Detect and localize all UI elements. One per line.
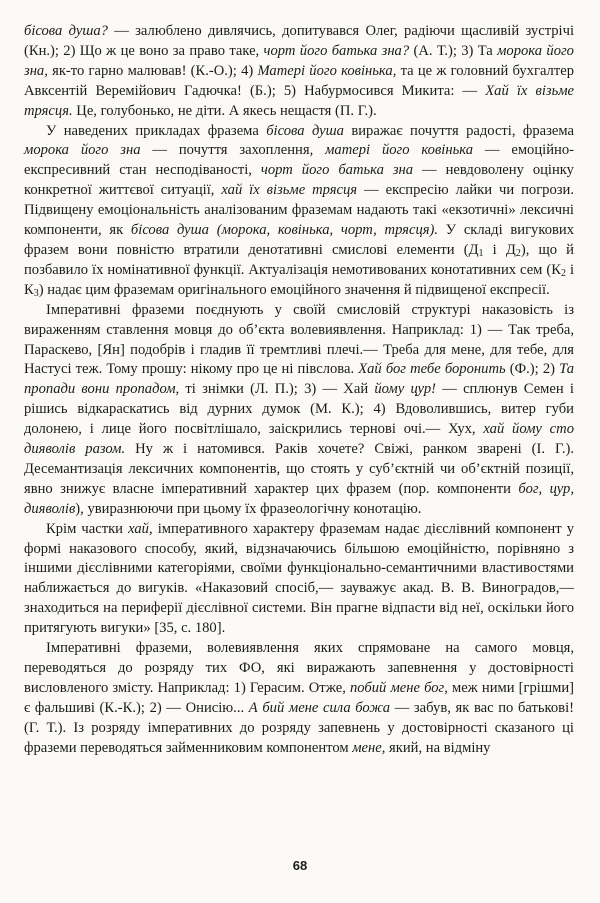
text-run: Імперативні фраземи поєднують у своїй смисловій структурі наказовість із вираженням ставлення мовця до об’єкта волевиявлення. Наприклад: 1) — Так треба, Параскево, [Ян] подобрів і гладив її тремтливі плечі.— Треба для мене, для тебе, для Настусі теж. Тому прошу: нікому про це ні півслова. — [24, 301, 574, 378]
text-run: і К — [24, 261, 575, 298]
italic-example: хай йому сто дияволів разом. — [24, 421, 574, 458]
italic-example: бісова душа — [266, 122, 344, 139]
text-run: Це, голубонько, не діти. А якесь нещастя (П. Г.). — [72, 102, 377, 119]
subscript-index: 1 — [478, 247, 484, 259]
text-run: ) надає цим фраземам оригінального емоційного значення й підвищеної експресії. — [38, 281, 550, 298]
text-run: — сплюнув Семен і рішись відкараскатись від дурних думок (М. К.); 4) Вдоволившись, витер губи долонею, і лице його посвітлішало, заіскрились тернові очі.— Хух, — [24, 381, 574, 438]
italic-example: Матері його ковінька, — [257, 62, 397, 79]
italic-example: чорт його батька зна — [260, 162, 414, 179]
italic-example: Хай їх візьме трясця. — [24, 82, 574, 119]
paragraph-4 — [24, 520, 574, 639]
italic-example: чорт його батька зна? — [263, 42, 410, 59]
text-run: який, на відміну — [385, 739, 491, 756]
text-run: (Ф.); 2) — [505, 361, 560, 378]
italic-example: морока його зна, — [24, 42, 574, 79]
text-run: меж ними [грішми] є фальшиві (К.-К.); 2) — Онисію... — [24, 679, 574, 716]
italic-example: побий мене бог, — [350, 679, 448, 696]
body-text — [24, 22, 574, 759]
text-run: У наведених прикладах фразема — [46, 122, 267, 139]
text-run: Ну ж і натомився. Раків хочете? Свіжі, ранком зварені (І. Г.). Десемантизація лексичних компонентів, що стоять у суб’єктній чи об’єктній позиції, явно знижує власне імперативний характер цих фразем (пор. компоненти — [24, 441, 574, 497]
subscript-index: 2 — [515, 247, 521, 259]
text-run: Імперативні фраземи, волевиявлення яких спрямоване на самого мовця, переводяться до розряду тих ФО, які виражають запевнення у достовірності висловленого змісту. Наприклад: 1) Герасим. Отже, — [24, 640, 574, 696]
italic-example: бісова душа? — [24, 23, 108, 39]
text-run: У складі вигукових фразем вони повністю втратили денотативні смислові елементи (Д — [24, 222, 574, 258]
subscript-index: 3 — [33, 287, 39, 299]
text-run: ), що й позбавило їх номінативної функції. Актуалізація немотивованих конотативних сем (К — [24, 241, 574, 278]
text-run: імперативного характеру фраземам надає дієслівний компонент у формі наказового способу, який, відзначаючись більшою емоційністю, порівняно з іншими дієслівними категоріями, своїми функціонально-семантичними властивостями наближається до вигуків. «Наказовий спосіб,— зауважує акад. В. В. Виноградов,— знаходиться на периферії дієслівної системи. Він прагне відпасти від неї, оскільки його притягують вигуки» [35, с. 180]. — [24, 520, 574, 637]
italic-example: Хай бог тебе боронить — [358, 361, 506, 378]
paragraph-1 — [24, 22, 574, 122]
text-run: та це ж головний бухгалтер Авксентій Веремійович Гадючка! (Б.); 5) Набурмосився Микита: — — [24, 62, 574, 99]
italic-example: матері його ковінька — [325, 142, 473, 159]
text-run: — забув, як вас по батькові! (Г. Т.). Із розряду імперативних до розряду запевнень у достовірності сказаного ці фраземи переводяться займенниковим компонентом — [24, 699, 574, 756]
italic-example: хай їх візьме трясця — [221, 182, 358, 199]
text-run: — емоційно-експресивний стан несподіваності, — [24, 142, 574, 179]
text-run: — невдоволену оцінку конкретної життєвої ситуації, — [24, 162, 574, 199]
page-number: 68 — [292, 858, 308, 873]
text-run: Крім частки — [46, 520, 129, 537]
italic-example: бісова душа (морока, ковінька, чорт, трясця). — [130, 222, 439, 239]
italic-example: хай, — [128, 520, 153, 537]
subscript-index: 2 — [560, 267, 566, 279]
text-run: — експресію лайки чи погрози. Підвищену емоціональність аналізованим фраземам надають такі «екзотичні» лексичні компоненти, як — [24, 182, 575, 239]
italic-example: бог, цур, дияволів — [24, 480, 574, 517]
paragraph-2 — [24, 122, 574, 301]
text-run: ), увиразнюючи при цьому їх фразеологічну конотацію. — [75, 500, 422, 517]
text-run: як-то гарно малював! (К.-О.); 4) — [47, 62, 258, 79]
text-run: — почуття захоплення, — [140, 142, 326, 159]
text-run: ті знімки (Л. П.); 3) — Хай — [179, 381, 375, 398]
italic-example: йому цур! — [374, 381, 436, 398]
text-run: (А. Т.); 3) Та — [409, 42, 498, 59]
italic-example: мене, — [352, 739, 386, 756]
paragraph-5 — [24, 639, 574, 758]
text-run: і Д — [483, 241, 516, 258]
italic-example: морока його зна — [24, 142, 141, 159]
text-run: виражає почуття радості, фразема — [343, 122, 574, 139]
paragraph-3 — [24, 301, 574, 520]
italic-example: Та пропади вони пропадом, — [24, 361, 574, 398]
text-run: — залюблено дивлячись, допитувався Олег, радіючи щасливій зустрічі (Кн.); 2) Що ж це воно за право таке, — [24, 23, 575, 59]
italic-example: А бий мене сила божа — [248, 699, 391, 716]
